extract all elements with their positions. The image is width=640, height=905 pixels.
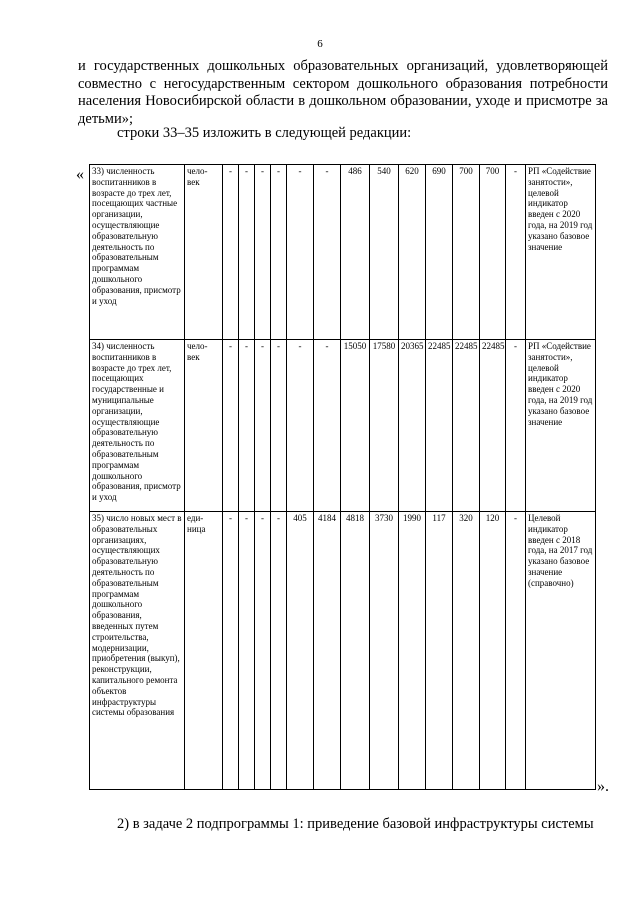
value-cell: - (506, 340, 526, 512)
footer-line: 2) в задаче 2 подпрограммы 1: приведение базовой инфраструктуры системы (117, 816, 594, 832)
value-cell: - (506, 165, 526, 340)
table-row (90, 340, 596, 512)
value-cell: - (287, 165, 314, 340)
value-cell: 117 (426, 512, 453, 790)
unit-cell: чело-век (185, 340, 223, 512)
value-cell: 15050 (341, 340, 370, 512)
value-cell: - (255, 512, 271, 790)
value-cell: 4184 (314, 512, 341, 790)
value-cell: - (223, 512, 239, 790)
value-cell: - (287, 340, 314, 512)
value-cell: 700 (453, 165, 480, 340)
value-cell: - (255, 340, 271, 512)
value-cell: - (239, 512, 255, 790)
note-cell: Целевой индикатор введен с 2018 года, на 2017 год указано базовое значение (справочно) (526, 512, 596, 790)
value-cell: 22485 (453, 340, 480, 512)
unit-cell: еди-ница (185, 512, 223, 790)
value-cell: 540 (370, 165, 399, 340)
indicator-cell: 33) численность воспитанников в возрасте до трех лет, посещающих частные организации, осуществляющие образовательную деятельность по образовательным программам дошкольного образования, присмотр и уход (90, 165, 185, 340)
value-cell: 120 (480, 512, 506, 790)
unit-cell: чело-век (185, 165, 223, 340)
value-cell: 320 (453, 512, 480, 790)
indicator-cell: 35) число новых мест в образовательных организациях, осуществляющих образовательную деятельность по образовательным программам дошкольного образования, введенных путем строительства, модернизации, приобретения (выкуп), реконструкции, капитального ремонта объектов инфраструктуры системы образования (90, 512, 185, 790)
value-cell: 17580 (370, 340, 399, 512)
value-cell: - (239, 165, 255, 340)
value-cell: 620 (399, 165, 426, 340)
value-cell: - (223, 340, 239, 512)
value-cell: - (271, 340, 287, 512)
value-cell: 20365 (399, 340, 426, 512)
value-cell: 1990 (399, 512, 426, 790)
close-quote: ». (597, 778, 609, 795)
table-row (90, 165, 596, 340)
value-cell: 22485 (426, 340, 453, 512)
value-cell: - (314, 340, 341, 512)
value-cell: 690 (426, 165, 453, 340)
note-cell: РП «Содействие занятости», целевой индикатор введен с 2020 года, на 2019 год указано базовое значение (526, 165, 596, 340)
value-cell: - (506, 512, 526, 790)
value-cell: - (239, 340, 255, 512)
value-cell: - (314, 165, 341, 340)
value-cell: 22485 (480, 340, 506, 512)
value-cell: - (271, 512, 287, 790)
page-number: 6 (317, 38, 323, 50)
value-cell: - (271, 165, 287, 340)
value-cell: 3730 (370, 512, 399, 790)
value-cell: - (223, 165, 239, 340)
table-row (90, 512, 596, 790)
indicator-table (89, 164, 596, 790)
intro-paragraph: и государственных дошкольных образовательных организаций, удовлетворяющей совместно с негосударственным сектором дошкольного образования потребности населения Новосибирской области в дошкольном образовании, уходе и присмотре за детьми»; (78, 58, 608, 127)
open-quote: « (76, 166, 84, 183)
value-cell: 4818 (341, 512, 370, 790)
instruction-line: строки 33–35 изложить в следующей редакции: (117, 125, 412, 141)
value-cell: 405 (287, 512, 314, 790)
value-cell: - (255, 165, 271, 340)
value-cell: 486 (341, 165, 370, 340)
value-cell: 700 (480, 165, 506, 340)
indicator-cell: 34) численность воспитанников в возрасте до трех лет, посещающих государственные и муниципальные организации, осуществляющие образовательную деятельность по образовательным программам дошкольного образования, присмотр и уход (90, 340, 185, 512)
note-cell: РП «Содействие занятости», целевой индикатор введен с 2020 года, на 2019 год указано базовое значение (526, 340, 596, 512)
